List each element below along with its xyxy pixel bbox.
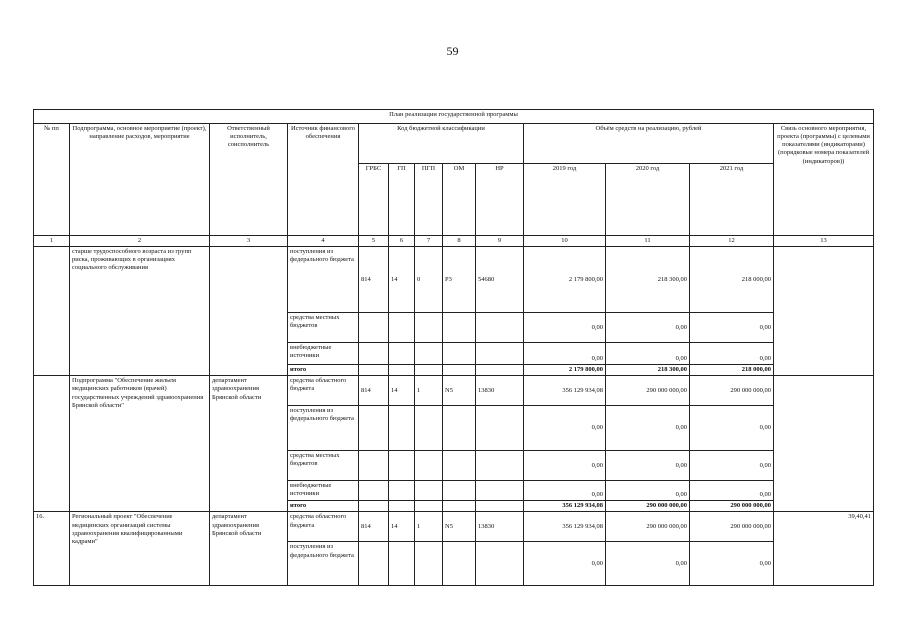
row-2019: 356 129 934,08 xyxy=(524,501,606,512)
row-2021: 218 000,00 xyxy=(690,365,774,376)
row-executor: департамент здравоохранения Брянской области xyxy=(210,512,288,586)
col-number: 1 xyxy=(34,236,70,247)
row-grbs: 814 xyxy=(359,376,389,406)
header-pgp: ПГП xyxy=(415,164,443,236)
row-gp: 14 xyxy=(389,376,415,406)
header-gp: ГП xyxy=(389,164,415,236)
row-num xyxy=(34,376,70,512)
row-2021: 0,00 xyxy=(690,313,774,343)
row-source: внебюджетные источники xyxy=(288,343,359,365)
row-2019: 2 179 800,00 xyxy=(524,365,606,376)
row-source: поступления из федерального бюджета xyxy=(288,247,359,313)
row-link: 39,40,41 xyxy=(774,512,874,586)
row-pgp: 1 xyxy=(415,512,443,542)
row-source: поступления из федерального бюджета xyxy=(288,406,359,451)
row-name: старше трудоспособного возраста из групп риска, проживающих в организациях социального обслуживания xyxy=(70,247,210,376)
header-2021: 2021 год xyxy=(690,164,774,236)
row-2019: 0,00 xyxy=(524,451,606,481)
col-number: 13 xyxy=(774,236,874,247)
row-2020: 290 000 000,00 xyxy=(606,512,690,542)
header-2019: 2019 год xyxy=(524,164,606,236)
row-2020: 218 300,00 xyxy=(606,365,690,376)
row-2020: 0,00 xyxy=(606,481,690,501)
header-volume: Объём средств на реализацию, рублей xyxy=(524,124,774,164)
header-kbk: Код бюджетной классификации xyxy=(359,124,524,164)
row-2019: 0,00 xyxy=(524,481,606,501)
row-om: N5 xyxy=(443,376,476,406)
row-2019: 356 129 934,08 xyxy=(524,376,606,406)
col-number: 3 xyxy=(210,236,288,247)
row-executor: департамент здравоохранения Брянской области xyxy=(210,376,288,512)
header-2020: 2020 год xyxy=(606,164,690,236)
row-pgp: 1 xyxy=(415,376,443,406)
row-2021: 290 000 000,00 xyxy=(690,376,774,406)
row-om: P3 xyxy=(443,247,476,313)
row-2021: 218 000,00 xyxy=(690,247,774,313)
row-2020: 290 000 000,00 xyxy=(606,501,690,512)
table-row xyxy=(34,247,874,313)
header-subprogram: Подпрограмма, основное мероприятие (проект), направление расходов, мероприятие xyxy=(70,124,210,236)
col-number: 5 xyxy=(359,236,389,247)
header-np: НР xyxy=(476,164,524,236)
row-pgp: 0 xyxy=(415,247,443,313)
row-source: поступления из федерального бюджета xyxy=(288,542,359,586)
row-executor xyxy=(210,247,288,376)
row-name: Подпрограмма "Обеспечение жильем медицинских работников (врачей) государственных учреждений здравоохранения Брянской области" xyxy=(70,376,210,512)
table-row xyxy=(34,376,874,406)
row-link xyxy=(774,376,874,512)
row-num: 16. xyxy=(34,512,70,586)
row-name: Региональный проект "Обеспечение медицинских организаций системы здравоохранения квалифицированными кадрами" xyxy=(70,512,210,586)
col-number: 2 xyxy=(70,236,210,247)
row-source: средства областного бюджета xyxy=(288,376,359,406)
row-source: внебюджетные источники xyxy=(288,481,359,501)
row-np: 54680 xyxy=(476,247,524,313)
row-np: 13830 xyxy=(476,512,524,542)
row-2019: 0,00 xyxy=(524,542,606,586)
header-num: № пп xyxy=(34,124,70,236)
row-2021: 290 000 000,00 xyxy=(690,512,774,542)
col-number: 12 xyxy=(690,236,774,247)
row-2019: 2 179 800,00 xyxy=(524,247,606,313)
row-source: средства областного бюджета xyxy=(288,512,359,542)
table-title: План реализации государственной программы xyxy=(34,110,874,124)
col-number: 9 xyxy=(476,236,524,247)
row-2020: 0,00 xyxy=(606,451,690,481)
row-2020: 0,00 xyxy=(606,343,690,365)
col-number: 10 xyxy=(524,236,606,247)
row-2020: 0,00 xyxy=(606,313,690,343)
row-2019: 0,00 xyxy=(524,343,606,365)
row-grbs: 814 xyxy=(359,247,389,313)
row-2019: 356 129 934,08 xyxy=(524,512,606,542)
header-grbs: ГРБС xyxy=(359,164,389,236)
row-2020: 218 300,00 xyxy=(606,247,690,313)
row-gp: 14 xyxy=(389,512,415,542)
program-plan-table xyxy=(33,109,874,586)
row-2020: 0,00 xyxy=(606,406,690,451)
row-gp: 14 xyxy=(389,247,415,313)
header-om: ОМ xyxy=(443,164,476,236)
row-om: N5 xyxy=(443,512,476,542)
row-2020: 0,00 xyxy=(606,542,690,586)
row-2021: 0,00 xyxy=(690,343,774,365)
col-number: 8 xyxy=(443,236,476,247)
row-2019: 0,00 xyxy=(524,406,606,451)
row-link xyxy=(774,247,874,376)
header-link: Связь основного мероприятия, проекта (программы) с целевыми показателями (индикаторами) (порядковые номера показателей (индикаторов)) xyxy=(774,124,874,236)
row-2021: 290 000 000,00 xyxy=(690,501,774,512)
row-source: итого xyxy=(288,501,359,512)
row-2021: 0,00 xyxy=(690,406,774,451)
row-source: средства местных бюджетов xyxy=(288,313,359,343)
col-number: 6 xyxy=(389,236,415,247)
row-2021: 0,00 xyxy=(690,481,774,501)
row-2020: 290 000 000,00 xyxy=(606,376,690,406)
row-2019: 0,00 xyxy=(524,313,606,343)
row-np: 13830 xyxy=(476,376,524,406)
col-number: 11 xyxy=(606,236,690,247)
row-source: итого xyxy=(288,365,359,376)
row-source: средства местных бюджетов xyxy=(288,451,359,481)
column-number-row xyxy=(34,236,874,247)
row-num xyxy=(34,247,70,376)
row-grbs: 814 xyxy=(359,512,389,542)
row-2021: 0,00 xyxy=(690,542,774,586)
row-2021: 0,00 xyxy=(690,451,774,481)
table-row xyxy=(34,512,874,542)
col-number: 7 xyxy=(415,236,443,247)
header-executor: Ответственный исполнитель, соисполнитель xyxy=(210,124,288,236)
page-number: 59 xyxy=(446,44,459,58)
col-number: 4 xyxy=(288,236,359,247)
header-source: Источник финансового обеспечения xyxy=(288,124,359,236)
